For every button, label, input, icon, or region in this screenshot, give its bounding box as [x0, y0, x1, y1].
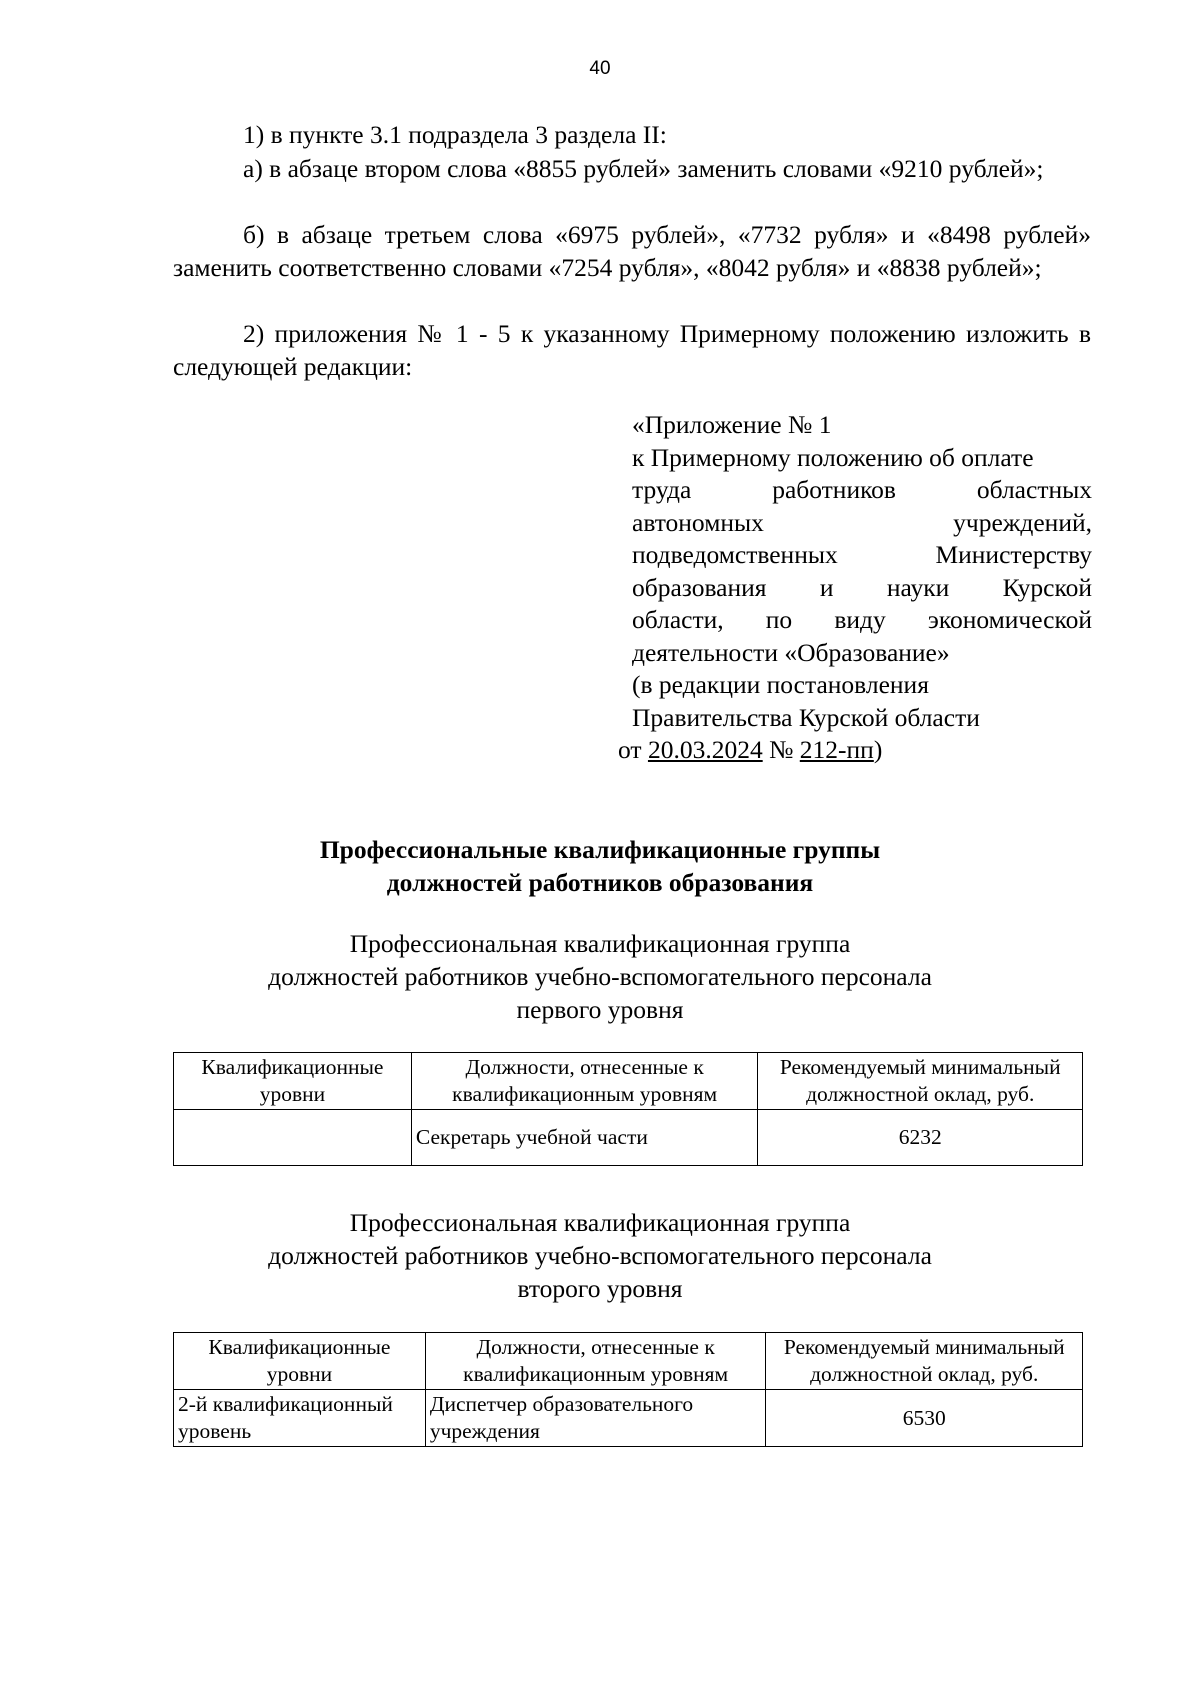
- group1-table: [173, 1052, 1083, 1166]
- main-heading-line: Профессиональные квалификационные группы: [319, 835, 881, 864]
- appendix-date-line: [618, 734, 1092, 767]
- cell-level: [174, 1110, 412, 1166]
- appendix-line: (в редакции постановления: [632, 670, 929, 699]
- amendment-item-1b: б) в абзаце третьем слова «6975 рублей», «7732 рубля» и «8498 рублей» заменить соответственно словами «7254 рубля», «8042 рубля» и «8838 рублей»;: [173, 220, 1091, 282]
- group2-table: [173, 1332, 1083, 1447]
- table-header-row: [174, 1333, 1083, 1390]
- main-heading: [0, 833, 1200, 899]
- group2-title-line: второго уровня: [517, 1274, 683, 1303]
- table-header-row: [174, 1053, 1083, 1110]
- group2-title-line: Профессиональная квалификационная группа: [349, 1208, 851, 1237]
- group1-title-line: первого уровня: [516, 995, 684, 1024]
- appendix-line: области, по виду экономической: [632, 605, 1092, 634]
- cell-salary: 6530: [766, 1390, 1083, 1447]
- appendix-line: автономных учреждений,: [632, 507, 1092, 537]
- group1-title-line: Профессиональная квалификационная группа: [349, 929, 851, 958]
- appendix-line: труда работников областных: [632, 475, 1092, 504]
- appendix-line: к Примерному положению об оплате: [632, 442, 1034, 472]
- header-positions: Должности, отнесенные к квалификационным уровням: [411, 1053, 758, 1110]
- cell-position: Секретарь учебной части: [411, 1110, 758, 1166]
- group2-title: [0, 1206, 1200, 1305]
- number-prefix: №: [762, 735, 800, 764]
- header-levels: Квалификационные уровни: [174, 1333, 426, 1390]
- group1-title-line: должностей работников учебно-вспомогательного персонала: [268, 962, 932, 991]
- appendix-line: «Приложение № 1: [632, 410, 832, 439]
- amendment-item-2: 2) приложения № 1 - 5 к указанному Примерному положению изложить в следующей редакции:: [173, 319, 1091, 381]
- header-levels: Квалификационные уровни: [174, 1053, 412, 1110]
- group1-title: [0, 927, 1200, 1026]
- page-number: 40: [589, 58, 611, 79]
- resolution-date: 20.03.2024: [647, 735, 763, 764]
- table-row: [174, 1390, 1083, 1447]
- amendment-item-1: 1) в пункте 3.1 подраздела 3 раздела II:: [243, 120, 667, 149]
- table-row: [174, 1110, 1083, 1166]
- main-heading-line: должностей работников образования: [386, 868, 814, 897]
- appendix-line: образования и науки Курской: [632, 572, 1092, 602]
- cell-salary: 6232: [758, 1110, 1083, 1166]
- cell-level: 2-й квалификационный уровень: [174, 1390, 426, 1447]
- cell-position: Диспетчер образовательного учреждения: [425, 1390, 766, 1447]
- appendix-line: Правительства Курской области: [632, 702, 980, 732]
- resolution-number: 212-пп: [799, 735, 874, 764]
- group2-title-line: должностей работников учебно-вспомогательного персонала: [268, 1241, 932, 1270]
- amendment-item-1a: а) в абзаце втором слова «8855 рублей» заменить словами «9210 рублей»;: [243, 154, 1044, 183]
- date-suffix: ): [873, 735, 883, 764]
- header-salary: Рекомендуемый минимальный должностной оклад, руб.: [766, 1333, 1083, 1390]
- appendix-line: деятельности «Образование»: [632, 637, 950, 667]
- header-salary: Рекомендуемый минимальный должностной оклад, руб.: [758, 1053, 1083, 1110]
- appendix-header: [618, 409, 1092, 767]
- date-prefix: от: [618, 735, 648, 764]
- header-positions: Должности, отнесенные к квалификационным уровням: [425, 1333, 766, 1390]
- appendix-line: подведомственных Министерству: [632, 540, 1092, 569]
